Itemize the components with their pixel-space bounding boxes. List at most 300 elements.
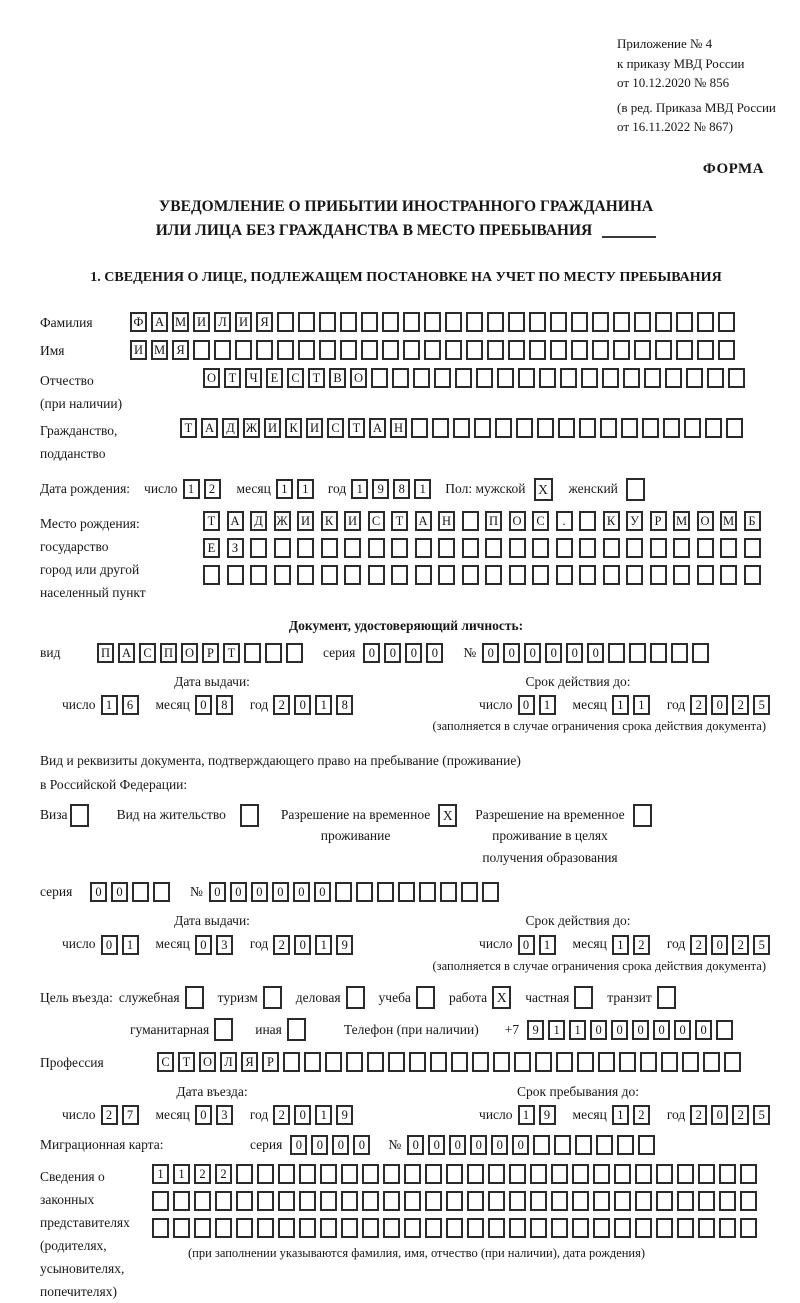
- char-cell[interactable]: 2: [690, 935, 707, 955]
- char-cell[interactable]: [608, 643, 625, 663]
- char-cell[interactable]: [403, 312, 420, 332]
- char-cell[interactable]: [551, 1218, 568, 1238]
- char-cell[interactable]: 1: [569, 1020, 586, 1040]
- char-cell[interactable]: [684, 418, 701, 438]
- char-cell[interactable]: Е: [203, 538, 220, 558]
- char-cell[interactable]: [425, 1218, 442, 1238]
- char-cell[interactable]: С: [532, 511, 549, 531]
- char-cell[interactable]: 1: [315, 695, 332, 715]
- char-cell[interactable]: 3: [216, 1105, 233, 1125]
- char-cell[interactable]: [676, 340, 693, 360]
- char-cell[interactable]: [613, 340, 630, 360]
- char-cell[interactable]: [321, 565, 338, 585]
- char-cell[interactable]: [530, 1218, 547, 1238]
- char-cell[interactable]: [362, 1164, 379, 1184]
- char-cell[interactable]: [432, 418, 449, 438]
- char-cell[interactable]: 5: [753, 695, 770, 715]
- char-cell[interactable]: [455, 368, 472, 388]
- char-cell[interactable]: [488, 1164, 505, 1184]
- char-cell[interactable]: Т: [224, 368, 241, 388]
- char-cell[interactable]: [244, 643, 261, 663]
- char-cell[interactable]: [532, 565, 549, 585]
- char-cell[interactable]: [404, 1218, 421, 1238]
- char-cell[interactable]: [367, 1052, 384, 1072]
- char-cell[interactable]: Я: [172, 340, 189, 360]
- char-cell[interactable]: Ж: [274, 511, 291, 531]
- char-cell[interactable]: [613, 312, 630, 332]
- char-cell[interactable]: Д: [222, 418, 239, 438]
- char-cell[interactable]: Т: [391, 511, 408, 531]
- char-cell[interactable]: [488, 1191, 505, 1211]
- char-cell[interactable]: [236, 1191, 253, 1211]
- char-cell[interactable]: [415, 565, 432, 585]
- char-cell[interactable]: [419, 882, 436, 902]
- purpose-transit-checkbox[interactable]: [657, 986, 676, 1009]
- char-cell[interactable]: 5: [753, 935, 770, 955]
- char-cell[interactable]: 0: [470, 1135, 487, 1155]
- char-cell[interactable]: [698, 1218, 715, 1238]
- char-cell[interactable]: [415, 538, 432, 558]
- char-cell[interactable]: 0: [426, 643, 443, 663]
- char-cell[interactable]: Т: [203, 511, 220, 531]
- char-cell[interactable]: 1: [173, 1164, 190, 1184]
- char-cell[interactable]: [362, 1218, 379, 1238]
- char-cell[interactable]: И: [235, 312, 252, 332]
- char-cell[interactable]: [509, 1218, 526, 1238]
- char-cell[interactable]: [682, 1052, 699, 1072]
- char-cell[interactable]: [320, 1218, 337, 1238]
- char-cell[interactable]: [482, 882, 499, 902]
- char-cell[interactable]: [697, 340, 714, 360]
- char-cell[interactable]: [391, 565, 408, 585]
- char-cell[interactable]: [257, 1191, 274, 1211]
- char-cell[interactable]: [593, 1218, 610, 1238]
- char-cell[interactable]: 0: [428, 1135, 445, 1155]
- char-cell[interactable]: [382, 340, 399, 360]
- char-cell[interactable]: 2: [732, 1105, 749, 1125]
- char-cell[interactable]: 1: [315, 935, 332, 955]
- char-cell[interactable]: 0: [251, 882, 268, 902]
- char-cell[interactable]: 7: [122, 1105, 139, 1125]
- char-cell[interactable]: 0: [209, 882, 226, 902]
- char-cell[interactable]: [707, 368, 724, 388]
- char-cell[interactable]: [388, 1052, 405, 1072]
- char-cell[interactable]: 2: [690, 1105, 707, 1125]
- char-cell[interactable]: С: [368, 511, 385, 531]
- char-cell[interactable]: 0: [294, 935, 311, 955]
- char-cell[interactable]: [571, 312, 588, 332]
- char-cell[interactable]: [626, 538, 643, 558]
- char-cell[interactable]: Л: [220, 1052, 237, 1072]
- char-cell[interactable]: [472, 1052, 489, 1072]
- char-cell[interactable]: [203, 565, 220, 585]
- char-cell[interactable]: [697, 565, 714, 585]
- char-cell[interactable]: 1: [297, 479, 314, 499]
- char-cell[interactable]: [577, 1052, 594, 1072]
- char-cell[interactable]: [508, 340, 525, 360]
- char-cell[interactable]: 2: [633, 1105, 650, 1125]
- char-cell[interactable]: [368, 538, 385, 558]
- char-cell[interactable]: [740, 1191, 757, 1211]
- char-cell[interactable]: [593, 1191, 610, 1211]
- char-cell[interactable]: [529, 312, 546, 332]
- char-cell[interactable]: Я: [256, 312, 273, 332]
- char-cell[interactable]: 1: [152, 1164, 169, 1184]
- char-cell[interactable]: У: [626, 511, 643, 531]
- char-cell[interactable]: [705, 418, 722, 438]
- char-cell[interactable]: [274, 538, 291, 558]
- char-cell[interactable]: 0: [503, 643, 520, 663]
- char-cell[interactable]: [340, 340, 357, 360]
- char-cell[interactable]: [438, 565, 455, 585]
- char-cell[interactable]: Н: [438, 511, 455, 531]
- char-cell[interactable]: [703, 1052, 720, 1072]
- char-cell[interactable]: [462, 538, 479, 558]
- female-checkbox[interactable]: [626, 478, 645, 501]
- char-cell[interactable]: [655, 312, 672, 332]
- purpose-tourism-checkbox[interactable]: [263, 986, 282, 1009]
- char-cell[interactable]: [335, 882, 352, 902]
- char-cell[interactable]: [382, 312, 399, 332]
- char-cell[interactable]: [445, 312, 462, 332]
- char-cell[interactable]: [673, 565, 690, 585]
- char-cell[interactable]: А: [369, 418, 386, 438]
- char-cell[interactable]: [640, 1052, 657, 1072]
- char-cell[interactable]: [550, 312, 567, 332]
- char-cell[interactable]: [719, 1164, 736, 1184]
- char-cell[interactable]: [581, 368, 598, 388]
- purpose-official-checkbox[interactable]: [185, 986, 204, 1009]
- char-cell[interactable]: [614, 1164, 631, 1184]
- char-cell[interactable]: [529, 340, 546, 360]
- char-cell[interactable]: О: [509, 511, 526, 531]
- char-cell[interactable]: [298, 340, 315, 360]
- temp-residence-education-checkbox[interactable]: [633, 804, 652, 827]
- char-cell[interactable]: [644, 368, 661, 388]
- char-cell[interactable]: Р: [262, 1052, 279, 1072]
- char-cell[interactable]: А: [227, 511, 244, 531]
- char-cell[interactable]: [325, 1052, 342, 1072]
- char-cell[interactable]: [497, 368, 514, 388]
- char-cell[interactable]: [451, 1052, 468, 1072]
- char-cell[interactable]: [509, 565, 526, 585]
- char-cell[interactable]: 0: [653, 1020, 670, 1040]
- char-cell[interactable]: И: [264, 418, 281, 438]
- char-cell[interactable]: [320, 1191, 337, 1211]
- char-cell[interactable]: [173, 1218, 190, 1238]
- char-cell[interactable]: [600, 418, 617, 438]
- char-cell[interactable]: [509, 1164, 526, 1184]
- male-checkbox[interactable]: X: [534, 478, 553, 501]
- char-cell[interactable]: 0: [711, 695, 728, 715]
- char-cell[interactable]: [663, 418, 680, 438]
- char-cell[interactable]: [362, 1191, 379, 1211]
- char-cell[interactable]: [629, 643, 646, 663]
- char-cell[interactable]: [445, 340, 462, 360]
- char-cell[interactable]: [671, 643, 688, 663]
- char-cell[interactable]: О: [697, 511, 714, 531]
- char-cell[interactable]: И: [130, 340, 147, 360]
- char-cell[interactable]: [404, 1164, 421, 1184]
- char-cell[interactable]: Т: [348, 418, 365, 438]
- char-cell[interactable]: Д: [250, 511, 267, 531]
- char-cell[interactable]: [514, 1052, 531, 1072]
- char-cell[interactable]: [227, 565, 244, 585]
- char-cell[interactable]: [579, 538, 596, 558]
- char-cell[interactable]: [554, 1135, 571, 1155]
- char-cell[interactable]: [676, 312, 693, 332]
- char-cell[interactable]: 2: [273, 935, 290, 955]
- char-cell[interactable]: М: [172, 312, 189, 332]
- char-cell[interactable]: [487, 340, 504, 360]
- char-cell[interactable]: 0: [293, 882, 310, 902]
- char-cell[interactable]: [398, 882, 415, 902]
- char-cell[interactable]: [677, 1164, 694, 1184]
- char-cell[interactable]: 1: [612, 1105, 629, 1125]
- char-cell[interactable]: [718, 340, 735, 360]
- char-cell[interactable]: [446, 1218, 463, 1238]
- char-cell[interactable]: [572, 1191, 589, 1211]
- char-cell[interactable]: [404, 1191, 421, 1211]
- char-cell[interactable]: [638, 1135, 655, 1155]
- char-cell[interactable]: [635, 1218, 652, 1238]
- char-cell[interactable]: [257, 1164, 274, 1184]
- char-cell[interactable]: .: [556, 511, 573, 531]
- char-cell[interactable]: З: [227, 538, 244, 558]
- char-cell[interactable]: [744, 538, 761, 558]
- char-cell[interactable]: [152, 1218, 169, 1238]
- char-cell[interactable]: 0: [314, 882, 331, 902]
- char-cell[interactable]: [446, 1164, 463, 1184]
- char-cell[interactable]: 9: [372, 479, 389, 499]
- char-cell[interactable]: [235, 340, 252, 360]
- char-cell[interactable]: [319, 312, 336, 332]
- purpose-humanitarian-checkbox[interactable]: [214, 1018, 233, 1041]
- char-cell[interactable]: 1: [633, 695, 650, 715]
- char-cell[interactable]: А: [201, 418, 218, 438]
- char-cell[interactable]: [593, 1164, 610, 1184]
- char-cell[interactable]: [278, 1218, 295, 1238]
- char-cell[interactable]: [533, 1135, 550, 1155]
- char-cell[interactable]: [304, 1052, 321, 1072]
- char-cell[interactable]: [509, 1191, 526, 1211]
- char-cell[interactable]: М: [151, 340, 168, 360]
- char-cell[interactable]: [518, 368, 535, 388]
- char-cell[interactable]: [740, 1218, 757, 1238]
- char-cell[interactable]: [692, 643, 709, 663]
- char-cell[interactable]: [744, 565, 761, 585]
- char-cell[interactable]: 0: [311, 1135, 328, 1155]
- char-cell[interactable]: В: [329, 368, 346, 388]
- char-cell[interactable]: Е: [266, 368, 283, 388]
- char-cell[interactable]: [344, 565, 361, 585]
- char-cell[interactable]: [626, 565, 643, 585]
- char-cell[interactable]: И: [306, 418, 323, 438]
- char-cell[interactable]: [596, 1135, 613, 1155]
- char-cell[interactable]: [194, 1218, 211, 1238]
- char-cell[interactable]: [516, 418, 533, 438]
- char-cell[interactable]: 0: [101, 935, 118, 955]
- char-cell[interactable]: О: [199, 1052, 216, 1072]
- char-cell[interactable]: [560, 368, 577, 388]
- char-cell[interactable]: [718, 312, 735, 332]
- char-cell[interactable]: 0: [294, 695, 311, 715]
- char-cell[interactable]: 8: [393, 479, 410, 499]
- char-cell[interactable]: [425, 1191, 442, 1211]
- char-cell[interactable]: 2: [633, 935, 650, 955]
- char-cell[interactable]: [383, 1218, 400, 1238]
- purpose-study-checkbox[interactable]: [416, 986, 435, 1009]
- char-cell[interactable]: И: [297, 511, 314, 531]
- char-cell[interactable]: [153, 882, 170, 902]
- char-cell[interactable]: [532, 538, 549, 558]
- char-cell[interactable]: 1: [101, 695, 118, 715]
- char-cell[interactable]: [461, 882, 478, 902]
- char-cell[interactable]: 0: [482, 643, 499, 663]
- char-cell[interactable]: 0: [272, 882, 289, 902]
- char-cell[interactable]: [278, 1191, 295, 1211]
- char-cell[interactable]: 0: [90, 882, 107, 902]
- char-cell[interactable]: 0: [711, 935, 728, 955]
- char-cell[interactable]: К: [321, 511, 338, 531]
- char-cell[interactable]: [572, 1164, 589, 1184]
- char-cell[interactable]: [214, 340, 231, 360]
- char-cell[interactable]: [656, 1164, 673, 1184]
- char-cell[interactable]: [724, 1052, 741, 1072]
- char-cell[interactable]: [673, 538, 690, 558]
- char-cell[interactable]: [466, 340, 483, 360]
- char-cell[interactable]: 0: [674, 1020, 691, 1040]
- char-cell[interactable]: [371, 368, 388, 388]
- char-cell[interactable]: А: [151, 312, 168, 332]
- char-cell[interactable]: [356, 882, 373, 902]
- char-cell[interactable]: [661, 1052, 678, 1072]
- char-cell[interactable]: [726, 418, 743, 438]
- char-cell[interactable]: [462, 565, 479, 585]
- char-cell[interactable]: [556, 565, 573, 585]
- char-cell[interactable]: [438, 538, 455, 558]
- purpose-other-checkbox[interactable]: [287, 1018, 306, 1041]
- char-cell[interactable]: 1: [276, 479, 293, 499]
- char-cell[interactable]: [265, 643, 282, 663]
- char-cell[interactable]: [383, 1191, 400, 1211]
- char-cell[interactable]: [346, 1052, 363, 1072]
- char-cell[interactable]: [720, 538, 737, 558]
- char-cell[interactable]: [719, 1191, 736, 1211]
- char-cell[interactable]: [297, 565, 314, 585]
- char-cell[interactable]: Т: [180, 418, 197, 438]
- char-cell[interactable]: А: [118, 643, 135, 663]
- char-cell[interactable]: 0: [545, 643, 562, 663]
- char-cell[interactable]: Ж: [243, 418, 260, 438]
- char-cell[interactable]: 1: [315, 1105, 332, 1125]
- char-cell[interactable]: [467, 1218, 484, 1238]
- char-cell[interactable]: 2: [732, 695, 749, 715]
- char-cell[interactable]: О: [203, 368, 220, 388]
- char-cell[interactable]: [320, 1164, 337, 1184]
- char-cell[interactable]: [283, 1052, 300, 1072]
- char-cell[interactable]: 1: [539, 935, 556, 955]
- char-cell[interactable]: [467, 1164, 484, 1184]
- char-cell[interactable]: [551, 1191, 568, 1211]
- char-cell[interactable]: 0: [195, 1105, 212, 1125]
- char-cell[interactable]: [278, 1164, 295, 1184]
- char-cell[interactable]: [579, 565, 596, 585]
- char-cell[interactable]: [623, 368, 640, 388]
- char-cell[interactable]: И: [344, 511, 361, 531]
- char-cell[interactable]: [698, 1164, 715, 1184]
- char-cell[interactable]: [361, 312, 378, 332]
- char-cell[interactable]: [299, 1191, 316, 1211]
- char-cell[interactable]: 1: [414, 479, 431, 499]
- char-cell[interactable]: [740, 1164, 757, 1184]
- char-cell[interactable]: 3: [216, 935, 233, 955]
- char-cell[interactable]: [598, 1052, 615, 1072]
- char-cell[interactable]: [485, 565, 502, 585]
- char-cell[interactable]: [425, 1164, 442, 1184]
- char-cell[interactable]: [634, 312, 651, 332]
- char-cell[interactable]: [383, 1164, 400, 1184]
- char-cell[interactable]: Р: [650, 511, 667, 531]
- char-cell[interactable]: [152, 1191, 169, 1211]
- char-cell[interactable]: 1: [539, 695, 556, 715]
- char-cell[interactable]: [341, 1164, 358, 1184]
- char-cell[interactable]: О: [181, 643, 198, 663]
- char-cell[interactable]: [579, 418, 596, 438]
- char-cell[interactable]: [411, 418, 428, 438]
- char-cell[interactable]: [466, 312, 483, 332]
- char-cell[interactable]: [434, 368, 451, 388]
- char-cell[interactable]: [571, 340, 588, 360]
- char-cell[interactable]: М: [720, 511, 737, 531]
- char-cell[interactable]: [236, 1164, 253, 1184]
- char-cell[interactable]: С: [139, 643, 156, 663]
- purpose-private-checkbox[interactable]: [574, 986, 593, 1009]
- char-cell[interactable]: [391, 538, 408, 558]
- char-cell[interactable]: [257, 1218, 274, 1238]
- char-cell[interactable]: 9: [539, 1105, 556, 1125]
- char-cell[interactable]: [476, 368, 493, 388]
- char-cell[interactable]: Н: [390, 418, 407, 438]
- char-cell[interactable]: [592, 340, 609, 360]
- char-cell[interactable]: [508, 312, 525, 332]
- char-cell[interactable]: 0: [353, 1135, 370, 1155]
- char-cell[interactable]: [430, 1052, 447, 1072]
- char-cell[interactable]: 0: [518, 935, 535, 955]
- char-cell[interactable]: 0: [512, 1135, 529, 1155]
- char-cell[interactable]: [277, 340, 294, 360]
- char-cell[interactable]: [440, 882, 457, 902]
- char-cell[interactable]: [409, 1052, 426, 1072]
- char-cell[interactable]: [537, 418, 554, 438]
- char-cell[interactable]: 9: [336, 935, 353, 955]
- char-cell[interactable]: 0: [518, 695, 535, 715]
- char-cell[interactable]: [634, 340, 651, 360]
- char-cell[interactable]: 2: [194, 1164, 211, 1184]
- char-cell[interactable]: 0: [195, 695, 212, 715]
- char-cell[interactable]: [340, 312, 357, 332]
- char-cell[interactable]: [392, 368, 409, 388]
- char-cell[interactable]: [299, 1218, 316, 1238]
- char-cell[interactable]: 1: [518, 1105, 535, 1125]
- char-cell[interactable]: [656, 1191, 673, 1211]
- char-cell[interactable]: [173, 1191, 190, 1211]
- char-cell[interactable]: 0: [407, 1135, 424, 1155]
- char-cell[interactable]: 5: [753, 1105, 770, 1125]
- char-cell[interactable]: 6: [122, 695, 139, 715]
- char-cell[interactable]: [403, 340, 420, 360]
- char-cell[interactable]: [487, 312, 504, 332]
